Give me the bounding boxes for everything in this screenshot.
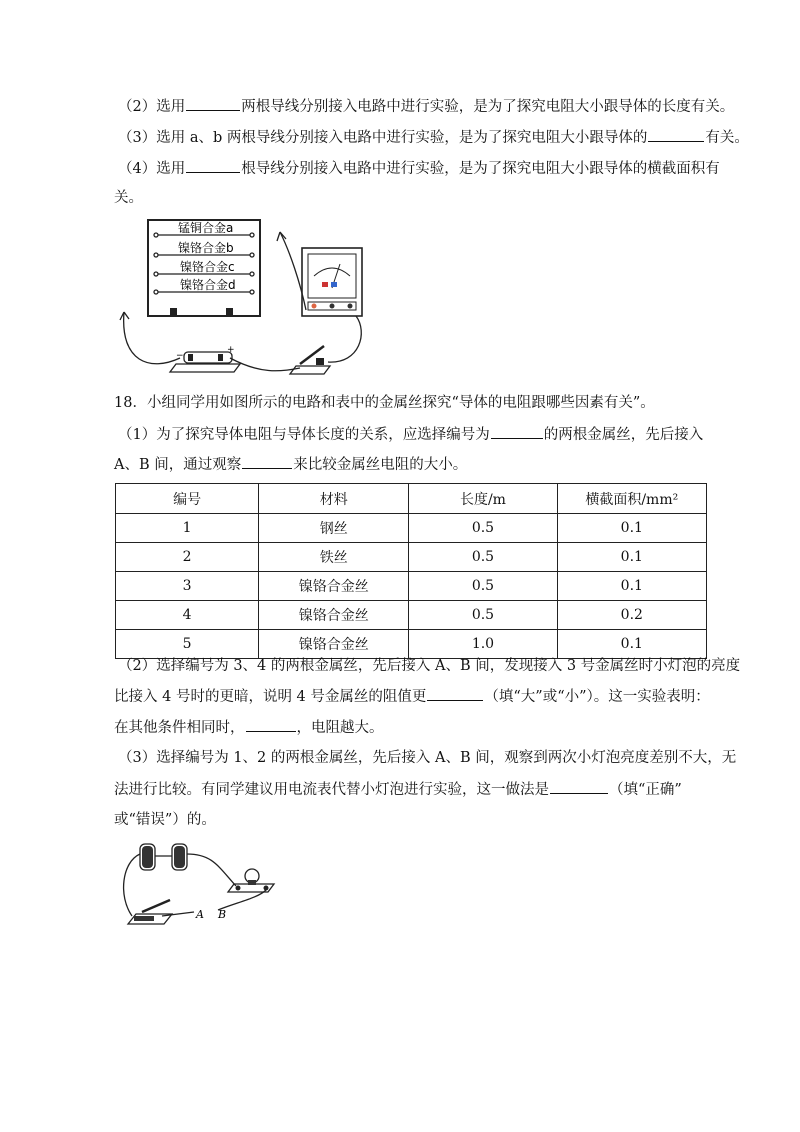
table-header-row — [116, 484, 707, 514]
q17-part3-prefix: （3）选用 a、b 两根导线分别接入电路中进行实验，是为了探究电阻大小跟导体的 — [118, 130, 648, 146]
table-cell: 铁丝 — [259, 543, 409, 572]
answer-blank[interactable] — [186, 96, 240, 111]
q18-part3-line1: （3）选择编号为 1、2 的两根金属丝，先后接入 A、B 间，观察到两次小灯泡亮度差别不大，无 — [118, 750, 737, 766]
q18-part1 — [118, 424, 703, 445]
table-cell: 0.1 — [557, 514, 706, 543]
answer-blank[interactable] — [427, 686, 483, 701]
table-cell: 镍铬合金丝 — [259, 601, 409, 630]
arrow-icon — [120, 312, 129, 320]
table-cell: 1.0 — [409, 630, 557, 659]
q18-circuit-figure — [118, 836, 288, 932]
table-row — [116, 543, 707, 572]
board-foot — [170, 308, 177, 316]
table-cell: 0.5 — [409, 601, 557, 630]
answer-blank[interactable] — [648, 127, 704, 142]
wire — [124, 312, 180, 364]
svg-text:−: − — [176, 351, 184, 361]
table-header: 编号 — [116, 484, 259, 514]
table-header: 材料 — [259, 484, 409, 514]
metal-wire-table — [115, 483, 707, 659]
answer-blank[interactable] — [186, 158, 240, 173]
q18-part2-line3-prefix: 在其他条件相同时， — [114, 720, 245, 736]
table-cell: 0.1 — [557, 543, 706, 572]
q18-part3-line2-prefix: 法进行比较。有同学建议用电流表代替小灯泡进行实验，这一做法是 — [114, 782, 549, 798]
q18-part2-line1: （2）选择编号为 3、4 的两根金属丝，先后接入 A、B 间，发现接入 3 号金属丝时小灯泡的亮度 — [118, 658, 741, 674]
q18-part1-line2 — [114, 454, 467, 475]
table-cell: 镍铬合金丝 — [259, 630, 409, 659]
terminal-b-label: B — [218, 908, 227, 921]
table-cell: 0.1 — [557, 572, 706, 601]
table-cell: 0.5 — [409, 543, 557, 572]
table-cell: 0.5 — [409, 572, 557, 601]
table-cell: 0.2 — [557, 601, 706, 630]
wire-label-a: 锰铜合金a — [178, 221, 234, 235]
q18-part2-line2-prefix: 比接入 4 号时的更暗，说明 4 号金属丝的阻值更 — [114, 689, 427, 705]
wire-label-b: 镍铬合金b — [178, 241, 234, 255]
battery — [170, 345, 240, 372]
q18-part1-suffix: 的两根金属丝，先后接入 — [543, 427, 704, 443]
table-row — [116, 514, 707, 543]
table-cell: 1 — [116, 514, 259, 543]
wire-label-d: 镍铬合金d — [180, 278, 236, 292]
q17-part2-suffix: 两根导线分别接入电路中进行实验，是为了探究电阻大小跟导体的长度有关。 — [241, 99, 735, 115]
board-foot — [226, 308, 233, 316]
table-cell: 钢丝 — [259, 514, 409, 543]
wire-label-c: 镍铬合金c — [180, 260, 235, 274]
wire — [124, 854, 140, 916]
q18-part1-prefix: （1）为了探究导体电阻与导体长度的关系，应选择编号为 — [118, 427, 490, 443]
q17-part4-continuation: 关。 — [114, 190, 143, 206]
table-header: 横截面积/mm² — [557, 484, 706, 514]
wire — [218, 890, 266, 910]
switch — [128, 900, 172, 924]
q18-part3-line2 — [114, 779, 682, 800]
wire — [187, 854, 236, 886]
table-cell: 镍铬合金丝 — [259, 572, 409, 601]
answer-blank[interactable] — [242, 454, 292, 469]
q18-part2-line2-suffix: （填“大”或“小”）。这一实验表明： — [484, 689, 710, 705]
battery — [140, 844, 187, 870]
table-header: 长度/m — [409, 484, 557, 514]
table-cell: 5 — [116, 630, 259, 659]
q18-part1-line2-prefix: A、B 间，通过观察 — [114, 457, 242, 473]
ammeter — [302, 248, 362, 316]
answer-blank[interactable] — [246, 717, 296, 732]
q17-part4 — [118, 158, 720, 179]
q17-part4-prefix: （4）选用 — [118, 161, 186, 177]
q17-part2 — [118, 96, 734, 117]
q17-part3-suffix: 有关。 — [705, 130, 749, 146]
q17-part4-suffix: 根导线分别接入电路中进行实验，是为了探究电阻大小跟导体的横截面积有 — [241, 161, 720, 177]
q18-part3-line3: 或“错误”）的。 — [114, 812, 216, 828]
answer-blank[interactable] — [491, 424, 543, 439]
q17-part2-prefix: （2）选用 — [118, 99, 186, 115]
table-cell: 2 — [116, 543, 259, 572]
q18-part2-line2 — [114, 686, 710, 707]
table-cell: 3 — [116, 572, 259, 601]
q18-part2-line3-suffix: ，电阻越大。 — [296, 720, 384, 736]
bulb-icon — [228, 869, 274, 892]
q17-part3 — [118, 127, 749, 148]
q18-part3-line2-suffix: （填“正确” — [609, 782, 682, 798]
terminal-a-label: A — [196, 908, 204, 921]
answer-blank[interactable] — [550, 779, 608, 794]
switch — [290, 346, 330, 374]
q18-intro: 18．小组同学用如图所示的电路和表中的金属丝探究“导体的电阻跟哪些因素有关”。 — [114, 395, 655, 411]
q17-circuit-figure — [110, 212, 380, 384]
table-cell: 0.5 — [409, 514, 557, 543]
table-cell: 0.1 — [557, 630, 706, 659]
table-row — [116, 572, 707, 601]
wire — [328, 316, 361, 362]
q18-part1-line2-suffix: 来比较金属丝电阻的大小。 — [293, 457, 468, 473]
table-row — [116, 601, 707, 630]
svg-text:+: + — [227, 345, 235, 355]
table-cell: 4 — [116, 601, 259, 630]
q18-part2-line3 — [114, 717, 384, 738]
table-row — [116, 630, 707, 659]
